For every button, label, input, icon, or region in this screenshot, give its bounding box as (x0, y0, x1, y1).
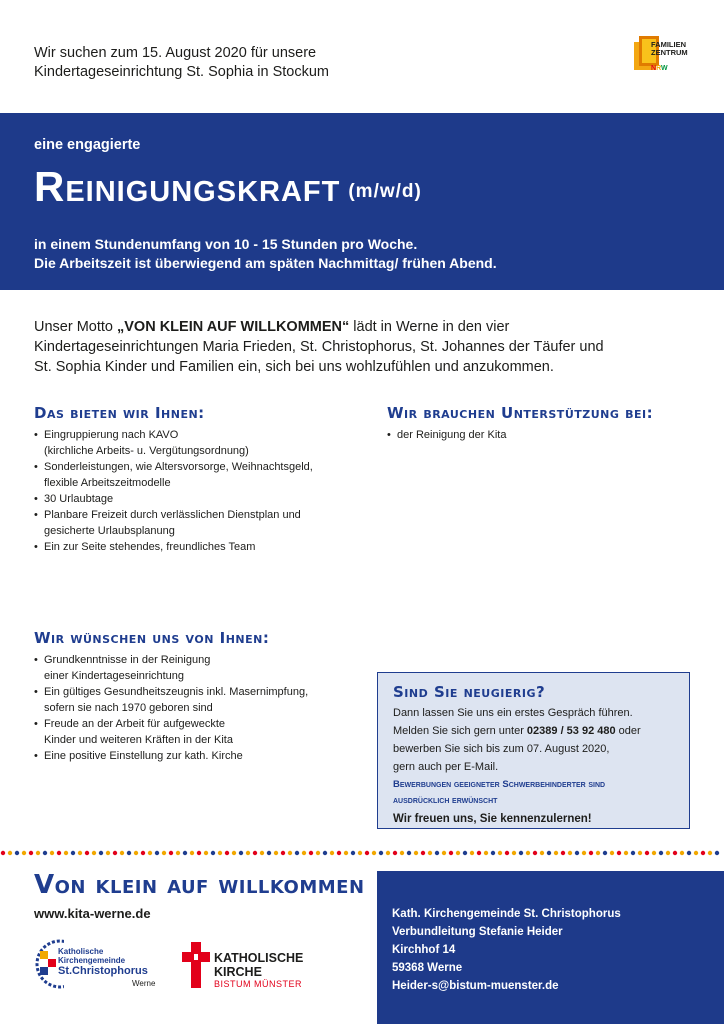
divider-dot (610, 851, 614, 855)
divider-dot (197, 851, 201, 855)
curious-line-2-post: oder (615, 725, 641, 737)
divider-dot (421, 851, 425, 855)
item-text: Eingruppierung nach KAVO (44, 429, 179, 441)
divider-dot (505, 851, 509, 855)
list-item (34, 748, 364, 764)
divider-dot (8, 851, 12, 855)
curious-final: Wir freuen uns, Sie kennenzulernen! (393, 813, 592, 825)
divider-dot (386, 851, 390, 855)
contact-line-leader: Verbundleitung Stefanie Heider (392, 926, 563, 938)
divider-dot (547, 851, 551, 855)
intro-line-2: Kindertageseinrichtung St. Sophia in Stockum (34, 64, 330, 80)
support-heading: Wir brauchen Unterstützung bei: (387, 404, 654, 422)
hero-hours: in einem Stundenumfang von 10 - 15 Stunden pro Woche. (34, 236, 418, 252)
divider-dot (288, 851, 292, 855)
intro-line-1: Wir suchen zum 15. August 2020 für unsere (34, 45, 317, 61)
motto-line-1 (34, 317, 674, 337)
parish-line-1: Katholische (58, 947, 104, 956)
nrw-w: W (661, 65, 668, 72)
divider-dot (519, 851, 523, 855)
divider-dot (617, 851, 621, 855)
church-logo (182, 940, 322, 992)
divider-dot (638, 851, 642, 855)
divider-dot (134, 851, 138, 855)
divider-dot (456, 851, 460, 855)
wish-list (34, 652, 364, 764)
divider-dot (491, 851, 495, 855)
item-text-cont: flexible Arbeitszeitmodelle (44, 477, 171, 489)
phone-number[interactable]: 02389 / 53 92 480 (526, 725, 616, 737)
contact-email[interactable]: Heider-s@bistum-muenster.de (392, 980, 559, 992)
divider-dot (141, 851, 145, 855)
divider-dot (162, 851, 166, 855)
divider-dot (155, 851, 159, 855)
motto-line-1-rest: lädt in Werne in den vier (349, 319, 510, 335)
divider-dot (309, 851, 313, 855)
divider-dot (22, 851, 26, 855)
divider-dot (351, 851, 355, 855)
divider-dot (211, 851, 215, 855)
divider-dot (659, 851, 663, 855)
divider-dot (113, 851, 117, 855)
divider-dot (428, 851, 432, 855)
parish-line-3: St.Christophorus (58, 965, 148, 977)
divider-dot (596, 851, 600, 855)
church-line-3: BISTUM MÜNSTER (214, 979, 302, 989)
divider-dot (512, 851, 516, 855)
divider-dot (281, 851, 285, 855)
church-line-2: KIRCHE (214, 965, 262, 979)
contact-callout-box (377, 672, 690, 829)
divider-dot (463, 851, 467, 855)
curious-line-4: gern auch per E-Mail. (393, 761, 499, 773)
motto-highlight: „VON KLEIN AUF WILLKOMMEN“ (117, 319, 350, 335)
curious-line-2-pre: Melden Sie sich gern unter (393, 725, 527, 737)
divider-dot (365, 851, 369, 855)
item-text-cont: gesicherte Urlaubsplanung (44, 525, 175, 537)
divider-dot (99, 851, 103, 855)
divider-dot (57, 851, 61, 855)
divider-dot (687, 851, 691, 855)
job-title-text: Reinigungskraft (34, 163, 341, 210)
divider-dot (274, 851, 278, 855)
item-text: Ein zur Seite stehendes, freundliches Team (44, 541, 256, 553)
church-text (214, 951, 303, 979)
divider-dot (127, 851, 131, 855)
familienzentrum-logo (634, 36, 696, 80)
divider-dot (15, 851, 19, 855)
divider-dot (239, 851, 243, 855)
hero-worktime: Die Arbeitszeit ist überwiegend am späten Nachmittag/ frühen Abend. (34, 255, 497, 271)
divider-dot (603, 851, 607, 855)
nrw-n: N (651, 65, 657, 72)
divider-dot (568, 851, 572, 855)
website-link[interactable]: www.kita-werne.de (34, 906, 151, 921)
curious-line-3: bewerben Sie sich bis zum 07. August 2020, (393, 743, 610, 755)
divider-dot (344, 851, 348, 855)
hero-banner (0, 113, 724, 290)
divider-dot (393, 851, 397, 855)
divider-dot (526, 851, 530, 855)
contact-line-city: 59368 Werne (392, 962, 463, 974)
divider-dot (708, 851, 712, 855)
support-list (387, 427, 687, 443)
church-line-1: KATHOLISCHE (214, 951, 304, 965)
motto-line-3: St. Sophia Kinder und Familien ein, sich bei uns wohlzufühlen und anzukommen. (34, 359, 554, 375)
divider-dot (484, 851, 488, 855)
contact-line-parish: Kath. Kirchengemeinde St. Christophorus (392, 908, 621, 920)
divider-dot (372, 851, 376, 855)
divider-dot (701, 851, 705, 855)
divider-dot (225, 851, 229, 855)
logo-tile (40, 951, 48, 959)
motto-line-2: Kindertageseinrichtungen Maria Frieden, St. Christophorus, St. Johannes der Täufer und (34, 339, 604, 355)
divider-dot (400, 851, 404, 855)
divider-dot (106, 851, 110, 855)
divider-dot (36, 851, 40, 855)
divider-dot (477, 851, 481, 855)
offer-heading: Das bieten wir Ihnen: (34, 404, 205, 422)
item-text-cont: (kirchliche Arbeits- u. Vergütungsordnung) (44, 445, 249, 457)
divider-dot (323, 851, 327, 855)
divider-dot (540, 851, 544, 855)
divider-dot (78, 851, 82, 855)
divider-dot (435, 851, 439, 855)
parish-line-4: Werne (132, 979, 156, 988)
item-text: 30 Urlaubtage (44, 493, 114, 505)
item-text: Ein gültiges Gesundheitszeugnis inkl. Masernimpfung, (44, 686, 309, 698)
divider-dot (694, 851, 698, 855)
divider-dot (204, 851, 208, 855)
divider-dot (358, 851, 362, 855)
list-item (387, 427, 687, 443)
list-item (34, 491, 364, 507)
divider-dot (176, 851, 180, 855)
curious-line-1: Dann lassen Sie uns ein erstes Gespräch führen. (393, 707, 633, 719)
dots-graphic (0, 848, 724, 858)
divider-dot (169, 851, 173, 855)
divider-dot (183, 851, 187, 855)
divider-dot (715, 851, 719, 855)
logo-line-2: ZENTRUM (651, 48, 688, 57)
divider-dot (92, 851, 96, 855)
offer-list (34, 427, 364, 555)
curious-note-2: ausdrücklich erwünscht (393, 795, 498, 806)
divider-dot (666, 851, 670, 855)
divider-dot (120, 851, 124, 855)
logo-tile (48, 959, 56, 967)
divider-dot (554, 851, 558, 855)
divider-dot (316, 851, 320, 855)
contact-line-street: Kirchhof 14 (392, 944, 456, 956)
divider-dot (589, 851, 593, 855)
divider-dot (246, 851, 250, 855)
dotted-divider (0, 848, 724, 858)
parish-line-2: Kirchengemeinde (58, 956, 126, 965)
item-text-cont: einer Kindertageseinrichtung (44, 670, 185, 682)
logo-nrw (651, 65, 668, 72)
list-item (34, 507, 364, 539)
divider-dot (652, 851, 656, 855)
intro-text (34, 44, 329, 82)
divider-dot (267, 851, 271, 855)
divider-dot (645, 851, 649, 855)
divider-dot (533, 851, 537, 855)
divider-dot (582, 851, 586, 855)
divider-dot (232, 851, 236, 855)
footer-slogan: Von klein auf willkommen (34, 870, 365, 900)
divider-dot (1, 851, 5, 855)
parish-logo (34, 933, 164, 995)
divider-dot (414, 851, 418, 855)
cross-icon (182, 940, 210, 990)
divider-dot (218, 851, 222, 855)
list-item (34, 652, 364, 684)
hero-pretitle: eine engagierte (34, 137, 141, 153)
nrw-r: R (656, 65, 661, 72)
divider-dot (64, 851, 68, 855)
logo-tile (40, 967, 48, 975)
divider-dot (470, 851, 474, 855)
divider-dot (71, 851, 75, 855)
wish-heading: Wir wünschen uns von Ihnen: (34, 629, 270, 647)
list-item (34, 684, 364, 716)
item-text: Eine positive Einstellung zur kath. Kirche (44, 750, 243, 762)
divider-dot (302, 851, 306, 855)
divider-dot (260, 851, 264, 855)
divider-dot (575, 851, 579, 855)
divider-dot (337, 851, 341, 855)
item-text: Sonderleistungen, wie Altersvorsorge, Weihnachtsgeld, (44, 461, 313, 473)
motto-prefix: Unser Motto (34, 319, 117, 335)
divider-dot (407, 851, 411, 855)
divider-dot (561, 851, 565, 855)
divider-dot (330, 851, 334, 855)
motto-paragraph (34, 317, 674, 377)
divider-dot (498, 851, 502, 855)
curious-note-1: Bewerbungen geeigneter Schwerbehinderter sind (393, 779, 606, 790)
divider-dot (680, 851, 684, 855)
list-item (34, 459, 364, 491)
job-title (34, 163, 422, 211)
divider-dot (43, 851, 47, 855)
item-text: Grundkenntnisse in der Reinigung (44, 654, 211, 666)
divider-dot (673, 851, 677, 855)
divider-dot (85, 851, 89, 855)
divider-dot (295, 851, 299, 855)
item-text-cont: Kinder und weiteren Kräften in der Kita (44, 734, 233, 746)
list-item (34, 716, 364, 748)
divider-dot (442, 851, 446, 855)
item-text-cont: sofern sie nach 1970 geboren sind (44, 702, 213, 714)
divider-dot (379, 851, 383, 855)
divider-dot (624, 851, 628, 855)
divider-dot (631, 851, 635, 855)
logo-text (651, 41, 688, 57)
logo-line-1: FAMILIEN (651, 40, 686, 49)
contact-panel (377, 871, 724, 1024)
item-text: Planbare Freizeit durch verlässlichen Dienstplan und (44, 509, 301, 521)
list-item (34, 427, 364, 459)
item-text: Freude an der Arbeit für aufgeweckte (44, 718, 225, 730)
list-item (34, 539, 364, 555)
divider-dot (449, 851, 453, 855)
divider-dot (148, 851, 152, 855)
curious-line-2 (393, 723, 641, 739)
divider-dot (29, 851, 33, 855)
divider-dot (253, 851, 257, 855)
gender-suffix: (m/w/d) (348, 181, 422, 202)
divider-dot (50, 851, 54, 855)
divider-dot (190, 851, 194, 855)
item-text: der Reinigung der Kita (397, 429, 507, 441)
curious-heading: Sind Sie neugierig? (393, 683, 546, 701)
